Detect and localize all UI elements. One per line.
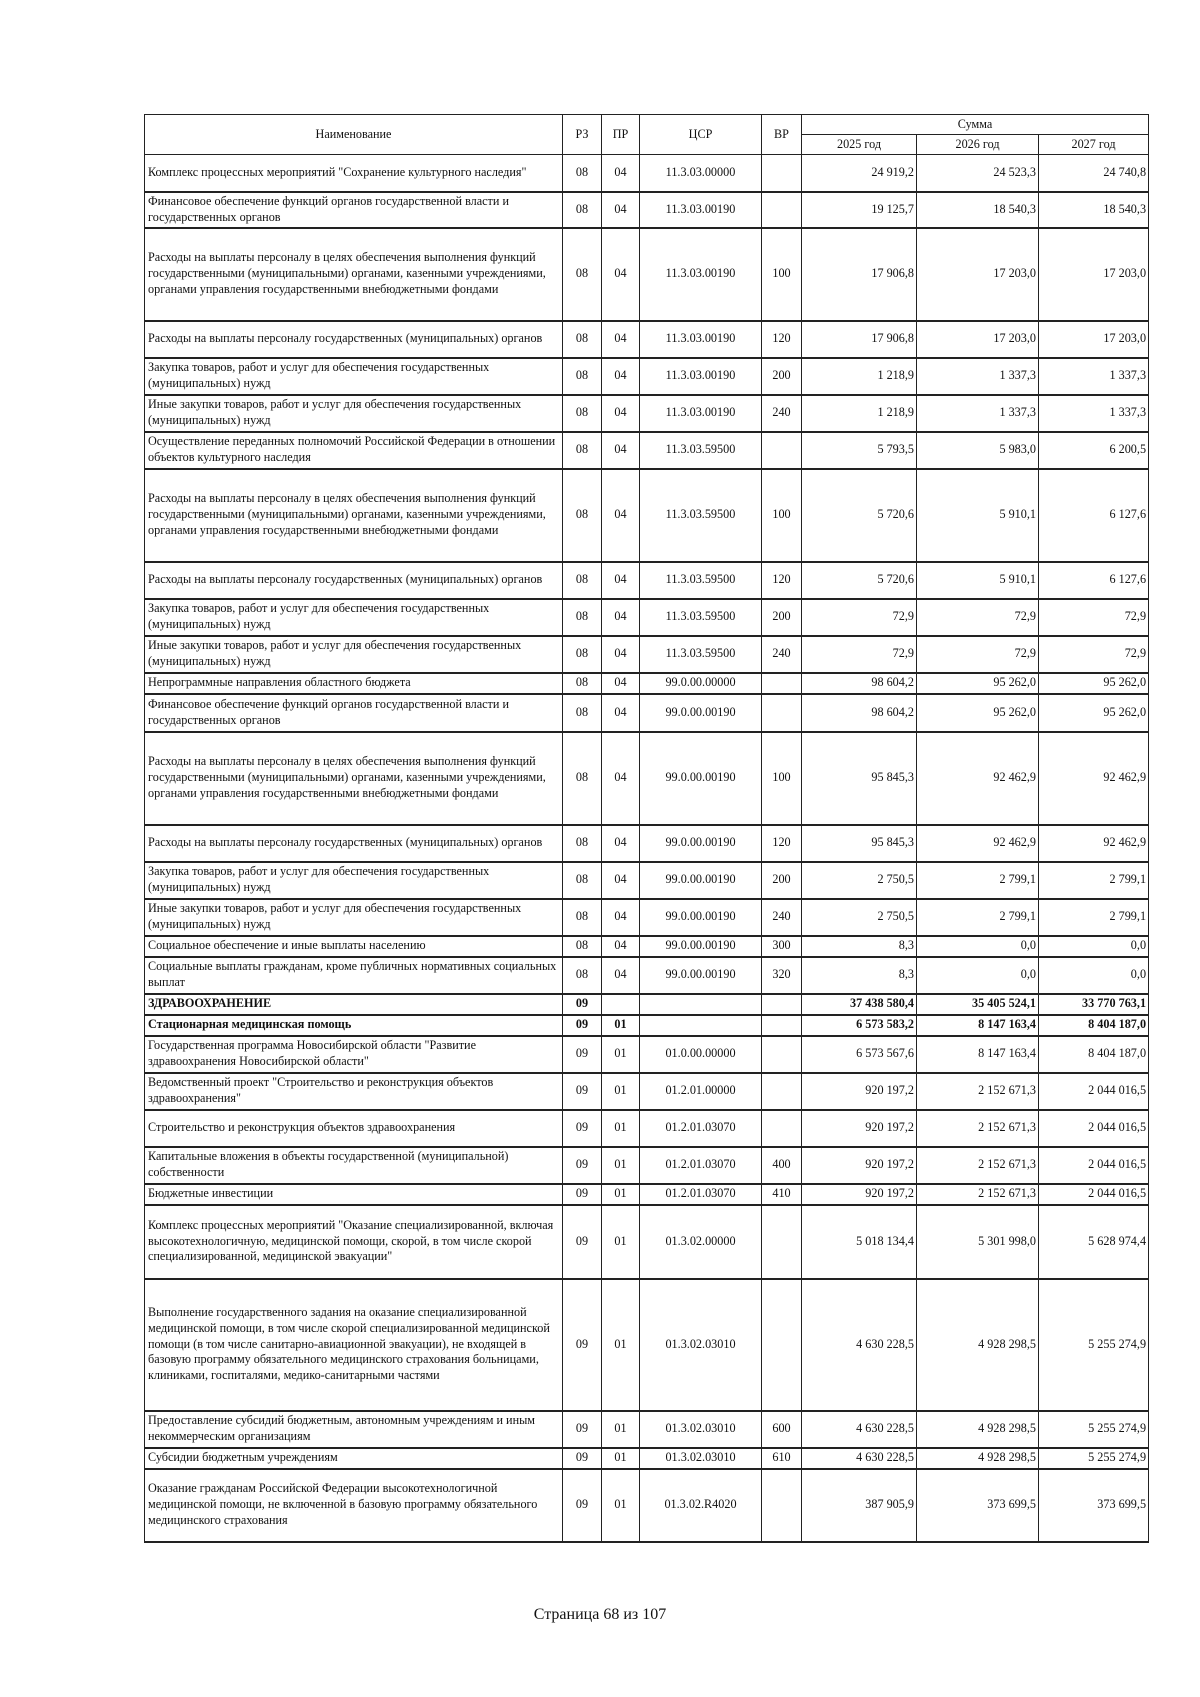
cell-name: Расходы на выплаты персоналу в целях обеспечения выполнения функций государственными (муниципальными) органами, казенными учреждениями, органами управления государственными внебюджетными фондами xyxy=(145,469,563,562)
cell-name: Финансовое обеспечение функций органов государственной власти и государственных органов xyxy=(145,694,563,732)
cell-csr: 01.2.01.03070 xyxy=(640,1184,762,1205)
cell-vr: 400 xyxy=(762,1147,802,1184)
cell-2027: 95 262,0 xyxy=(1039,694,1149,732)
cell-vr xyxy=(762,673,802,694)
cell-pr: 04 xyxy=(602,358,640,395)
cell-vr xyxy=(762,432,802,469)
cell-rz: 09 xyxy=(563,1036,602,1073)
cell-2026: 2 152 671,3 xyxy=(917,1110,1039,1147)
cell-vr: 100 xyxy=(762,228,802,321)
cell-2026: 4 928 298,5 xyxy=(917,1279,1039,1411)
cell-pr: 01 xyxy=(602,1015,640,1036)
cell-pr: 01 xyxy=(602,1411,640,1448)
cell-2026: 95 262,0 xyxy=(917,673,1039,694)
cell-csr: 11.3.03.00000 xyxy=(640,155,762,192)
cell-vr: 200 xyxy=(762,599,802,636)
cell-csr: 01.3.02.00000 xyxy=(640,1205,762,1279)
cell-vr xyxy=(762,1015,802,1036)
cell-pr: 04 xyxy=(602,395,640,432)
cell-csr: 11.3.03.00190 xyxy=(640,358,762,395)
cell-2026: 72,9 xyxy=(917,636,1039,673)
table-header xyxy=(145,115,1149,155)
cell-pr: 04 xyxy=(602,432,640,469)
table-row xyxy=(145,862,1149,899)
cell-2026: 35 405 524,1 xyxy=(917,994,1039,1015)
cell-2025: 24 919,2 xyxy=(802,155,917,192)
cell-2027: 0,0 xyxy=(1039,957,1149,994)
cell-2026: 8 147 163,4 xyxy=(917,1036,1039,1073)
cell-csr: 99.0.00.00190 xyxy=(640,732,762,825)
page-number: Страница 68 из 107 xyxy=(533,1606,667,1623)
cell-name: Закупка товаров, работ и услуг для обеспечения государственных (муниципальных) нужд xyxy=(145,862,563,899)
cell-pr: 04 xyxy=(602,732,640,825)
cell-2025: 98 604,2 xyxy=(802,694,917,732)
cell-2027: 6 127,6 xyxy=(1039,562,1149,599)
cell-2027: 95 262,0 xyxy=(1039,673,1149,694)
cell-2025: 5 720,6 xyxy=(802,469,917,562)
cell-2027: 17 203,0 xyxy=(1039,228,1149,321)
table-row xyxy=(145,957,1149,994)
cell-csr: 01.3.02.R4020 xyxy=(640,1469,762,1542)
col-header-sum: Сумма xyxy=(802,115,1149,135)
cell-2026: 17 203,0 xyxy=(917,321,1039,358)
table-row xyxy=(145,192,1149,228)
cell-csr: 01.2.01.03070 xyxy=(640,1110,762,1147)
cell-2025: 17 906,8 xyxy=(802,321,917,358)
cell-2025: 4 630 228,5 xyxy=(802,1448,917,1469)
cell-2025: 8,3 xyxy=(802,936,917,957)
cell-csr xyxy=(640,1015,762,1036)
cell-rz: 09 xyxy=(563,1184,602,1205)
table-row xyxy=(145,1448,1149,1469)
cell-2027: 2 799,1 xyxy=(1039,899,1149,936)
cell-rz: 09 xyxy=(563,1110,602,1147)
cell-2025: 98 604,2 xyxy=(802,673,917,694)
cell-2026: 4 928 298,5 xyxy=(917,1448,1039,1469)
cell-rz: 08 xyxy=(563,432,602,469)
cell-2026: 5 983,0 xyxy=(917,432,1039,469)
cell-2026: 1 337,3 xyxy=(917,395,1039,432)
col-header-pr: ПР xyxy=(602,115,640,155)
cell-2025: 6 573 567,6 xyxy=(802,1036,917,1073)
cell-rz: 08 xyxy=(563,673,602,694)
cell-csr: 11.3.03.00190 xyxy=(640,321,762,358)
cell-2025: 920 197,2 xyxy=(802,1147,917,1184)
cell-name: Оказание гражданам Российской Федерации высокотехнологичной медицинской помощи, не включенной в базовую программу обязательного медицинского страхования xyxy=(145,1469,563,1542)
cell-2025: 8,3 xyxy=(802,957,917,994)
table-row xyxy=(145,636,1149,673)
cell-name: Финансовое обеспечение функций органов государственной власти и государственных органов xyxy=(145,192,563,228)
cell-vr: 200 xyxy=(762,862,802,899)
cell-name: Расходы на выплаты персоналу в целях обеспечения выполнения функций государственными (муниципальными) органами, казенными учреждениями, органами управления государственными внебюджетными фондами xyxy=(145,732,563,825)
cell-rz: 08 xyxy=(563,936,602,957)
cell-vr: 240 xyxy=(762,395,802,432)
table-row xyxy=(145,228,1149,321)
cell-2027: 2 044 016,5 xyxy=(1039,1110,1149,1147)
cell-vr: 300 xyxy=(762,936,802,957)
cell-2026: 0,0 xyxy=(917,936,1039,957)
cell-name: Закупка товаров, работ и услуг для обеспечения государственных (муниципальных) нужд xyxy=(145,599,563,636)
cell-pr: 04 xyxy=(602,469,640,562)
cell-csr: 11.3.03.59500 xyxy=(640,469,762,562)
col-header-2027: 2027 год xyxy=(1039,135,1149,155)
table-row xyxy=(145,936,1149,957)
cell-name: Социальные выплаты гражданам, кроме публичных нормативных социальных выплат xyxy=(145,957,563,994)
cell-csr: 11.3.03.59500 xyxy=(640,562,762,599)
cell-vr xyxy=(762,1279,802,1411)
cell-2026: 95 262,0 xyxy=(917,694,1039,732)
cell-vr xyxy=(762,192,802,228)
cell-2025: 2 750,5 xyxy=(802,862,917,899)
cell-csr: 01.3.02.03010 xyxy=(640,1448,762,1469)
cell-pr: 04 xyxy=(602,899,640,936)
cell-name: Расходы на выплаты персоналу государственных (муниципальных) органов xyxy=(145,321,563,358)
cell-rz: 08 xyxy=(563,395,602,432)
cell-pr: 04 xyxy=(602,694,640,732)
cell-pr: 01 xyxy=(602,1448,640,1469)
table-row xyxy=(145,1015,1149,1036)
cell-name: Предоставление субсидий бюджетным, автономным учреждениям и иным некоммерческим организациям xyxy=(145,1411,563,1448)
cell-name: Закупка товаров, работ и услуг для обеспечения государственных (муниципальных) нужд xyxy=(145,358,563,395)
cell-rz: 08 xyxy=(563,732,602,825)
cell-vr: 120 xyxy=(762,321,802,358)
cell-2026: 24 523,3 xyxy=(917,155,1039,192)
cell-rz: 09 xyxy=(563,1205,602,1279)
cell-vr xyxy=(762,1073,802,1110)
cell-2025: 5 793,5 xyxy=(802,432,917,469)
cell-name: Комплекс процессных мероприятий "Сохранение культурного наследия" xyxy=(145,155,563,192)
cell-csr: 01.2.01.03070 xyxy=(640,1147,762,1184)
table-row xyxy=(145,1205,1149,1279)
cell-2025: 72,9 xyxy=(802,599,917,636)
cell-2026: 2 799,1 xyxy=(917,899,1039,936)
cell-2027: 2 799,1 xyxy=(1039,862,1149,899)
cell-name: ЗДРАВООХРАНЕНИЕ xyxy=(145,994,563,1015)
cell-csr: 99.0.00.00190 xyxy=(640,936,762,957)
cell-rz: 08 xyxy=(563,562,602,599)
cell-2026: 92 462,9 xyxy=(917,732,1039,825)
cell-vr xyxy=(762,1110,802,1147)
cell-2025: 19 125,7 xyxy=(802,192,917,228)
cell-2025: 95 845,3 xyxy=(802,825,917,862)
cell-2027: 2 044 016,5 xyxy=(1039,1147,1149,1184)
cell-name: Иные закупки товаров, работ и услуг для обеспечения государственных (муниципальных) нужд xyxy=(145,395,563,432)
cell-csr: 99.0.00.00190 xyxy=(640,825,762,862)
cell-vr: 100 xyxy=(762,469,802,562)
cell-vr xyxy=(762,694,802,732)
table-row xyxy=(145,432,1149,469)
cell-name: Выполнение государственного задания на оказание специализированной медицинской помощи, в том числе скорой специализированной медицинской помощи (в том числе санитарно-авиационной эвакуации), не входящей в базовую программу обязательного медицинского страхования больницами, клиниками, госпиталями, медико-санитарными частями xyxy=(145,1279,563,1411)
cell-vr xyxy=(762,994,802,1015)
cell-2025: 95 845,3 xyxy=(802,732,917,825)
cell-vr: 100 xyxy=(762,732,802,825)
table-row xyxy=(145,155,1149,192)
cell-2026: 0,0 xyxy=(917,957,1039,994)
cell-2026: 8 147 163,4 xyxy=(917,1015,1039,1036)
cell-csr: 11.3.03.00190 xyxy=(640,395,762,432)
cell-rz: 08 xyxy=(563,469,602,562)
cell-rz: 08 xyxy=(563,825,602,862)
table-row xyxy=(145,1469,1149,1542)
cell-2025: 387 905,9 xyxy=(802,1469,917,1542)
table-row xyxy=(145,673,1149,694)
table-row xyxy=(145,1279,1149,1411)
table-row xyxy=(145,562,1149,599)
cell-2027: 2 044 016,5 xyxy=(1039,1184,1149,1205)
cell-vr xyxy=(762,1469,802,1542)
cell-2025: 1 218,9 xyxy=(802,358,917,395)
col-header-2025: 2025 год xyxy=(802,135,917,155)
cell-vr: 320 xyxy=(762,957,802,994)
cell-2025: 920 197,2 xyxy=(802,1184,917,1205)
table-row xyxy=(145,1147,1149,1184)
cell-pr: 01 xyxy=(602,1469,640,1542)
cell-name: Стационарная медицинская помощь xyxy=(145,1015,563,1036)
cell-rz: 08 xyxy=(563,321,602,358)
cell-csr: 99.0.00.00000 xyxy=(640,673,762,694)
cell-rz: 08 xyxy=(563,192,602,228)
cell-name: Расходы на выплаты персоналу государственных (муниципальных) органов xyxy=(145,825,563,862)
cell-csr: 11.3.03.59500 xyxy=(640,636,762,673)
cell-name: Иные закупки товаров, работ и услуг для обеспечения государственных (муниципальных) нужд xyxy=(145,899,563,936)
cell-csr: 11.3.03.59500 xyxy=(640,599,762,636)
cell-pr: 04 xyxy=(602,636,640,673)
cell-2027: 6 127,6 xyxy=(1039,469,1149,562)
cell-pr: 04 xyxy=(602,562,640,599)
cell-2027: 6 200,5 xyxy=(1039,432,1149,469)
cell-2026: 5 301 998,0 xyxy=(917,1205,1039,1279)
cell-pr: 04 xyxy=(602,155,640,192)
cell-csr: 01.0.00.00000 xyxy=(640,1036,762,1073)
cell-2026: 18 540,3 xyxy=(917,192,1039,228)
cell-rz: 09 xyxy=(563,1469,602,1542)
cell-2027: 17 203,0 xyxy=(1039,321,1149,358)
cell-csr: 01.2.01.00000 xyxy=(640,1073,762,1110)
cell-rz: 08 xyxy=(563,599,602,636)
cell-rz: 09 xyxy=(563,1448,602,1469)
cell-rz: 08 xyxy=(563,358,602,395)
cell-rz: 08 xyxy=(563,694,602,732)
cell-name: Непрограммные направления областного бюджета xyxy=(145,673,563,694)
cell-name: Ведомственный проект "Строительство и реконструкция объектов здравоохранения" xyxy=(145,1073,563,1110)
cell-name: Комплекс процессных мероприятий "Оказание специализированной, включая высокотехнологичную, медицинской помощи, скорой, в том числе скорой специализированной, медицинской эвакуации" xyxy=(145,1205,563,1279)
col-header-csr: ЦСР xyxy=(640,115,762,155)
cell-csr: 99.0.00.00190 xyxy=(640,694,762,732)
cell-name: Расходы на выплаты персоналу в целях обеспечения выполнения функций государственными (муниципальными) органами, казенными учреждениями, органами управления государственными внебюджетными фондами xyxy=(145,228,563,321)
table-row xyxy=(145,1110,1149,1147)
cell-2027: 8 404 187,0 xyxy=(1039,1015,1149,1036)
cell-csr: 99.0.00.00190 xyxy=(640,862,762,899)
cell-csr: 11.3.03.00190 xyxy=(640,192,762,228)
cell-2027: 5 255 274,9 xyxy=(1039,1279,1149,1411)
cell-2027: 24 740,8 xyxy=(1039,155,1149,192)
cell-2025: 37 438 580,4 xyxy=(802,994,917,1015)
cell-vr: 600 xyxy=(762,1411,802,1448)
cell-2026: 92 462,9 xyxy=(917,825,1039,862)
cell-pr: 04 xyxy=(602,192,640,228)
cell-rz: 09 xyxy=(563,1279,602,1411)
cell-pr: 04 xyxy=(602,957,640,994)
cell-2026: 17 203,0 xyxy=(917,228,1039,321)
cell-2026: 2 152 671,3 xyxy=(917,1184,1039,1205)
cell-2025: 920 197,2 xyxy=(802,1110,917,1147)
cell-2025: 920 197,2 xyxy=(802,1073,917,1110)
cell-2026: 2 152 671,3 xyxy=(917,1147,1039,1184)
cell-2027: 72,9 xyxy=(1039,636,1149,673)
table-row xyxy=(145,825,1149,862)
cell-2027: 8 404 187,0 xyxy=(1039,1036,1149,1073)
cell-2026: 5 910,1 xyxy=(917,469,1039,562)
cell-pr: 04 xyxy=(602,862,640,899)
cell-2025: 1 218,9 xyxy=(802,395,917,432)
cell-rz: 08 xyxy=(563,862,602,899)
cell-csr xyxy=(640,994,762,1015)
cell-vr xyxy=(762,1205,802,1279)
table-row xyxy=(145,1036,1149,1073)
cell-pr: 01 xyxy=(602,1184,640,1205)
cell-vr: 410 xyxy=(762,1184,802,1205)
cell-2027: 1 337,3 xyxy=(1039,358,1149,395)
cell-rz: 09 xyxy=(563,1411,602,1448)
cell-2026: 4 928 298,5 xyxy=(917,1411,1039,1448)
cell-csr: 99.0.00.00190 xyxy=(640,899,762,936)
table-row xyxy=(145,469,1149,562)
cell-rz: 08 xyxy=(563,155,602,192)
cell-vr: 240 xyxy=(762,899,802,936)
cell-vr: 120 xyxy=(762,825,802,862)
cell-rz: 08 xyxy=(563,957,602,994)
cell-csr: 11.3.03.00190 xyxy=(640,228,762,321)
table-row xyxy=(145,321,1149,358)
budget-table xyxy=(144,114,1149,1543)
col-header-name: Наименование xyxy=(145,115,563,155)
table-row xyxy=(145,599,1149,636)
cell-2025: 72,9 xyxy=(802,636,917,673)
col-header-rz: РЗ xyxy=(563,115,602,155)
table-row xyxy=(145,899,1149,936)
table-row xyxy=(145,1184,1149,1205)
cell-rz: 08 xyxy=(563,899,602,936)
cell-pr: 04 xyxy=(602,673,640,694)
col-header-2026: 2026 год xyxy=(917,135,1039,155)
cell-pr xyxy=(602,994,640,1015)
col-header-vr: ВР xyxy=(762,115,802,155)
cell-pr: 01 xyxy=(602,1036,640,1073)
cell-2027: 72,9 xyxy=(1039,599,1149,636)
cell-pr: 04 xyxy=(602,228,640,321)
cell-2026: 2 152 671,3 xyxy=(917,1073,1039,1110)
cell-name: Субсидии бюджетным учреждениям xyxy=(145,1448,563,1469)
table-row xyxy=(145,1073,1149,1110)
table-row xyxy=(145,694,1149,732)
table-row xyxy=(145,732,1149,825)
cell-rz: 09 xyxy=(563,1015,602,1036)
cell-2025: 2 750,5 xyxy=(802,899,917,936)
cell-vr: 200 xyxy=(762,358,802,395)
cell-name: Государственная программа Новосибирской области "Развитие здравоохранения Новосибирской области" xyxy=(145,1036,563,1073)
cell-2026: 1 337,3 xyxy=(917,358,1039,395)
cell-2027: 5 628 974,4 xyxy=(1039,1205,1149,1279)
cell-pr: 01 xyxy=(602,1147,640,1184)
cell-2027: 373 699,5 xyxy=(1039,1469,1149,1542)
cell-2027: 92 462,9 xyxy=(1039,825,1149,862)
cell-name: Расходы на выплаты персоналу государственных (муниципальных) органов xyxy=(145,562,563,599)
cell-vr xyxy=(762,1036,802,1073)
cell-2027: 18 540,3 xyxy=(1039,192,1149,228)
cell-2025: 5 018 134,4 xyxy=(802,1205,917,1279)
cell-pr: 01 xyxy=(602,1110,640,1147)
cell-csr: 99.0.00.00190 xyxy=(640,957,762,994)
cell-2027: 5 255 274,9 xyxy=(1039,1411,1149,1448)
cell-2025: 5 720,6 xyxy=(802,562,917,599)
cell-pr: 01 xyxy=(602,1279,640,1411)
cell-2027: 1 337,3 xyxy=(1039,395,1149,432)
cell-name: Осуществление переданных полномочий Российской Федерации в отношении объектов культурного наследия xyxy=(145,432,563,469)
cell-2026: 2 799,1 xyxy=(917,862,1039,899)
cell-pr: 04 xyxy=(602,936,640,957)
cell-pr: 01 xyxy=(602,1073,640,1110)
cell-csr: 11.3.03.59500 xyxy=(640,432,762,469)
cell-rz: 08 xyxy=(563,636,602,673)
cell-rz: 09 xyxy=(563,1073,602,1110)
cell-2027: 33 770 763,1 xyxy=(1039,994,1149,1015)
cell-rz: 09 xyxy=(563,1147,602,1184)
cell-2025: 17 906,8 xyxy=(802,228,917,321)
cell-csr: 01.3.02.03010 xyxy=(640,1411,762,1448)
cell-name: Капитальные вложения в объекты государственной (муниципальной) собственности xyxy=(145,1147,563,1184)
cell-name: Бюджетные инвестиции xyxy=(145,1184,563,1205)
table-row xyxy=(145,994,1149,1015)
cell-name: Строительство и реконструкция объектов здравоохранения xyxy=(145,1110,563,1147)
cell-2025: 4 630 228,5 xyxy=(802,1279,917,1411)
cell-2025: 4 630 228,5 xyxy=(802,1411,917,1448)
cell-2027: 5 255 274,9 xyxy=(1039,1448,1149,1469)
cell-2026: 72,9 xyxy=(917,599,1039,636)
cell-2025: 6 573 583,2 xyxy=(802,1015,917,1036)
table-row xyxy=(145,358,1149,395)
table-row xyxy=(145,1411,1149,1448)
cell-pr: 04 xyxy=(602,825,640,862)
cell-name: Иные закупки товаров, работ и услуг для обеспечения государственных (муниципальных) нужд xyxy=(145,636,563,673)
table-row xyxy=(145,395,1149,432)
cell-pr: 01 xyxy=(602,1205,640,1279)
cell-vr: 240 xyxy=(762,636,802,673)
cell-2026: 5 910,1 xyxy=(917,562,1039,599)
cell-rz: 08 xyxy=(563,228,602,321)
cell-2027: 0,0 xyxy=(1039,936,1149,957)
cell-pr: 04 xyxy=(602,321,640,358)
cell-vr: 120 xyxy=(762,562,802,599)
cell-name: Социальное обеспечение и иные выплаты населению xyxy=(145,936,563,957)
cell-2027: 92 462,9 xyxy=(1039,732,1149,825)
table-body xyxy=(145,155,1149,1542)
cell-vr xyxy=(762,155,802,192)
cell-pr: 04 xyxy=(602,599,640,636)
cell-2027: 2 044 016,5 xyxy=(1039,1073,1149,1110)
cell-2026: 373 699,5 xyxy=(917,1469,1039,1542)
cell-vr: 610 xyxy=(762,1448,802,1469)
cell-rz: 09 xyxy=(563,994,602,1015)
cell-csr: 01.3.02.03010 xyxy=(640,1279,762,1411)
